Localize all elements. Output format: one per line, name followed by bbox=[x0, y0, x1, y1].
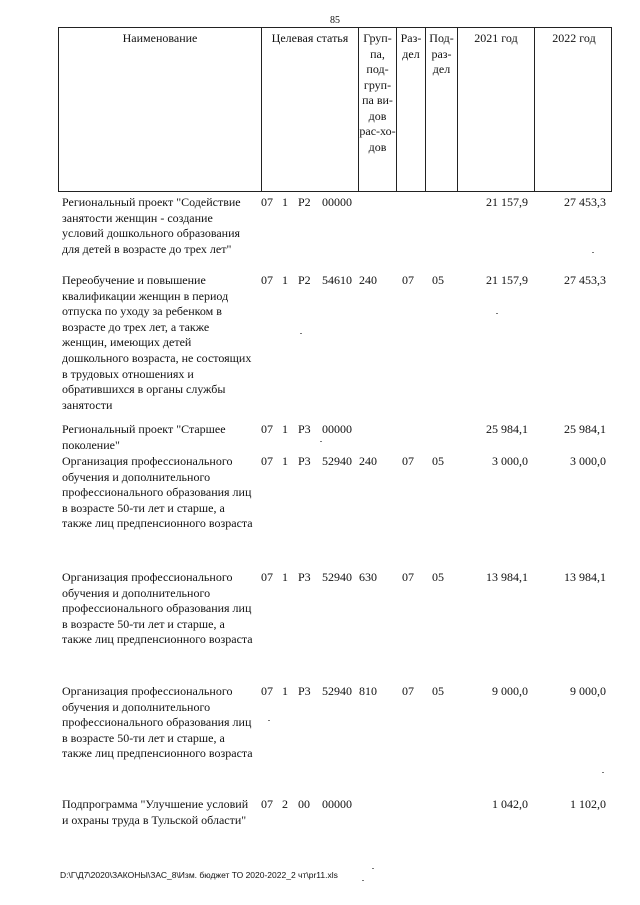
row-c1: 07 bbox=[261, 684, 273, 698]
row-sec: 07 bbox=[402, 273, 414, 287]
row-name: Организация профессионального обучения и дополнительного профессионального образования лиц в возрасте 50-ти лет и старше, а также лиц предпенсионного возраста bbox=[62, 454, 253, 531]
row-amount-2021: 3 000,0 bbox=[492, 454, 528, 468]
row-sub: 05 bbox=[432, 273, 444, 287]
row-amount-2022: 9 000,0 bbox=[570, 684, 606, 698]
row-c1: 07 bbox=[261, 422, 273, 436]
scan-speck bbox=[592, 252, 594, 253]
row-grp: 240 bbox=[359, 273, 377, 287]
row-amount-2021: 21 157,9 bbox=[486, 195, 528, 209]
row-grp: 810 bbox=[359, 684, 377, 698]
row-c4: 52940 bbox=[322, 570, 352, 584]
row-sub: 05 bbox=[432, 454, 444, 468]
row-amount-2022: 27 453,3 bbox=[564, 195, 606, 209]
row-name: Переобучение и повышение квалификации женщин в период отпуска по уходу за ребенком в возрасте до трех лет, а также женщин, имеющих детей дошкольного возраста, не состоящих в трудовых отношениях и обратившихся в органы службы занятости bbox=[62, 273, 252, 412]
page-number: 85 bbox=[330, 15, 340, 26]
header-subsection: Под-раз-дел bbox=[425, 28, 457, 191]
row-sub: 05 bbox=[432, 570, 444, 584]
row-c2: 1 bbox=[282, 570, 288, 584]
row-c2: 1 bbox=[282, 422, 288, 436]
row-c2: 1 bbox=[282, 273, 288, 287]
row-c1: 07 bbox=[261, 195, 273, 209]
row-c3: P3 bbox=[298, 454, 311, 468]
row-c1: 07 bbox=[261, 454, 273, 468]
row-c4: 00000 bbox=[322, 422, 352, 436]
row-c4: 54610 bbox=[322, 273, 352, 287]
row-amount-2021: 21 157,9 bbox=[486, 273, 528, 287]
row-c2: 1 bbox=[282, 684, 288, 698]
row-name: Подпрограмма "Улучшение условий и охраны труда в Тульской области" bbox=[62, 797, 249, 827]
row-c3: P3 bbox=[298, 570, 311, 584]
row-c3: P3 bbox=[298, 684, 311, 698]
row-c2: 1 bbox=[282, 195, 288, 209]
row-name: Региональный проект "Содействие занятости женщин - создание условий дошкольного образования для детей в возрасте до трех лет" bbox=[62, 195, 241, 256]
scan-speck bbox=[496, 313, 498, 314]
row-c3: P2 bbox=[298, 195, 311, 209]
header-2021: 2021 год bbox=[457, 28, 534, 191]
row-amount-2021: 13 984,1 bbox=[486, 570, 528, 584]
row-amount-2022: 27 453,3 bbox=[564, 273, 606, 287]
row-c1: 07 bbox=[261, 273, 273, 287]
footer-path: D:\Г\Д7\2020\ЗАКОНЫ\ЗАС_8\Изм. бюджет ТО 2020-2022_2 чт\pr11.xls bbox=[60, 870, 338, 880]
row-c4: 52940 bbox=[322, 454, 352, 468]
scan-speck bbox=[320, 441, 322, 442]
table-header bbox=[58, 27, 612, 192]
header-target: Целевая статья bbox=[261, 28, 358, 191]
row-name: Организация профессионального обучения и дополнительного профессионального образования лиц в возрасте 50-ти лет и старше, а также лиц предпенсионного возраста bbox=[62, 570, 253, 647]
row-amount-2022: 13 984,1 bbox=[564, 570, 606, 584]
row-amount-2021: 25 984,1 bbox=[486, 422, 528, 436]
row-c4: 00000 bbox=[322, 195, 352, 209]
header-section: Раз-дел bbox=[396, 28, 425, 191]
row-c2: 1 bbox=[282, 454, 288, 468]
row-sec: 07 bbox=[402, 684, 414, 698]
scan-speck bbox=[372, 868, 374, 869]
row-amount-2022: 3 000,0 bbox=[570, 454, 606, 468]
scan-speck bbox=[602, 772, 604, 773]
row-c3: P3 bbox=[298, 422, 311, 436]
scan-speck bbox=[300, 333, 302, 334]
row-amount-2022: 25 984,1 bbox=[564, 422, 606, 436]
row-c3: 00 bbox=[298, 797, 310, 811]
row-sec: 07 bbox=[402, 570, 414, 584]
row-amount-2022: 1 102,0 bbox=[570, 797, 606, 811]
header-2022: 2022 год bbox=[534, 28, 613, 191]
row-c3: P2 bbox=[298, 273, 311, 287]
row-sub: 05 bbox=[432, 684, 444, 698]
scan-speck bbox=[268, 720, 270, 721]
row-amount-2021: 9 000,0 bbox=[492, 684, 528, 698]
row-grp: 630 bbox=[359, 570, 377, 584]
row-c1: 07 bbox=[261, 797, 273, 811]
row-c4: 00000 bbox=[322, 797, 352, 811]
row-name: Организация профессионального обучения и дополнительного профессионального образования лиц в возрасте 50-ти лет и старше, а также лиц предпенсионного возраста bbox=[62, 684, 253, 761]
row-name: Региональный проект "Старшее поколение" bbox=[62, 422, 226, 452]
header-name: Наименование bbox=[122, 31, 198, 45]
row-amount-2021: 1 042,0 bbox=[492, 797, 528, 811]
scan-speck bbox=[362, 880, 364, 881]
row-sec: 07 bbox=[402, 454, 414, 468]
row-c1: 07 bbox=[261, 570, 273, 584]
row-c4: 52940 bbox=[322, 684, 352, 698]
header-group: Груп-па, под-груп-па ви-дов рас-хо-дов bbox=[358, 28, 396, 191]
row-grp: 240 bbox=[359, 454, 377, 468]
row-c2: 2 bbox=[282, 797, 288, 811]
